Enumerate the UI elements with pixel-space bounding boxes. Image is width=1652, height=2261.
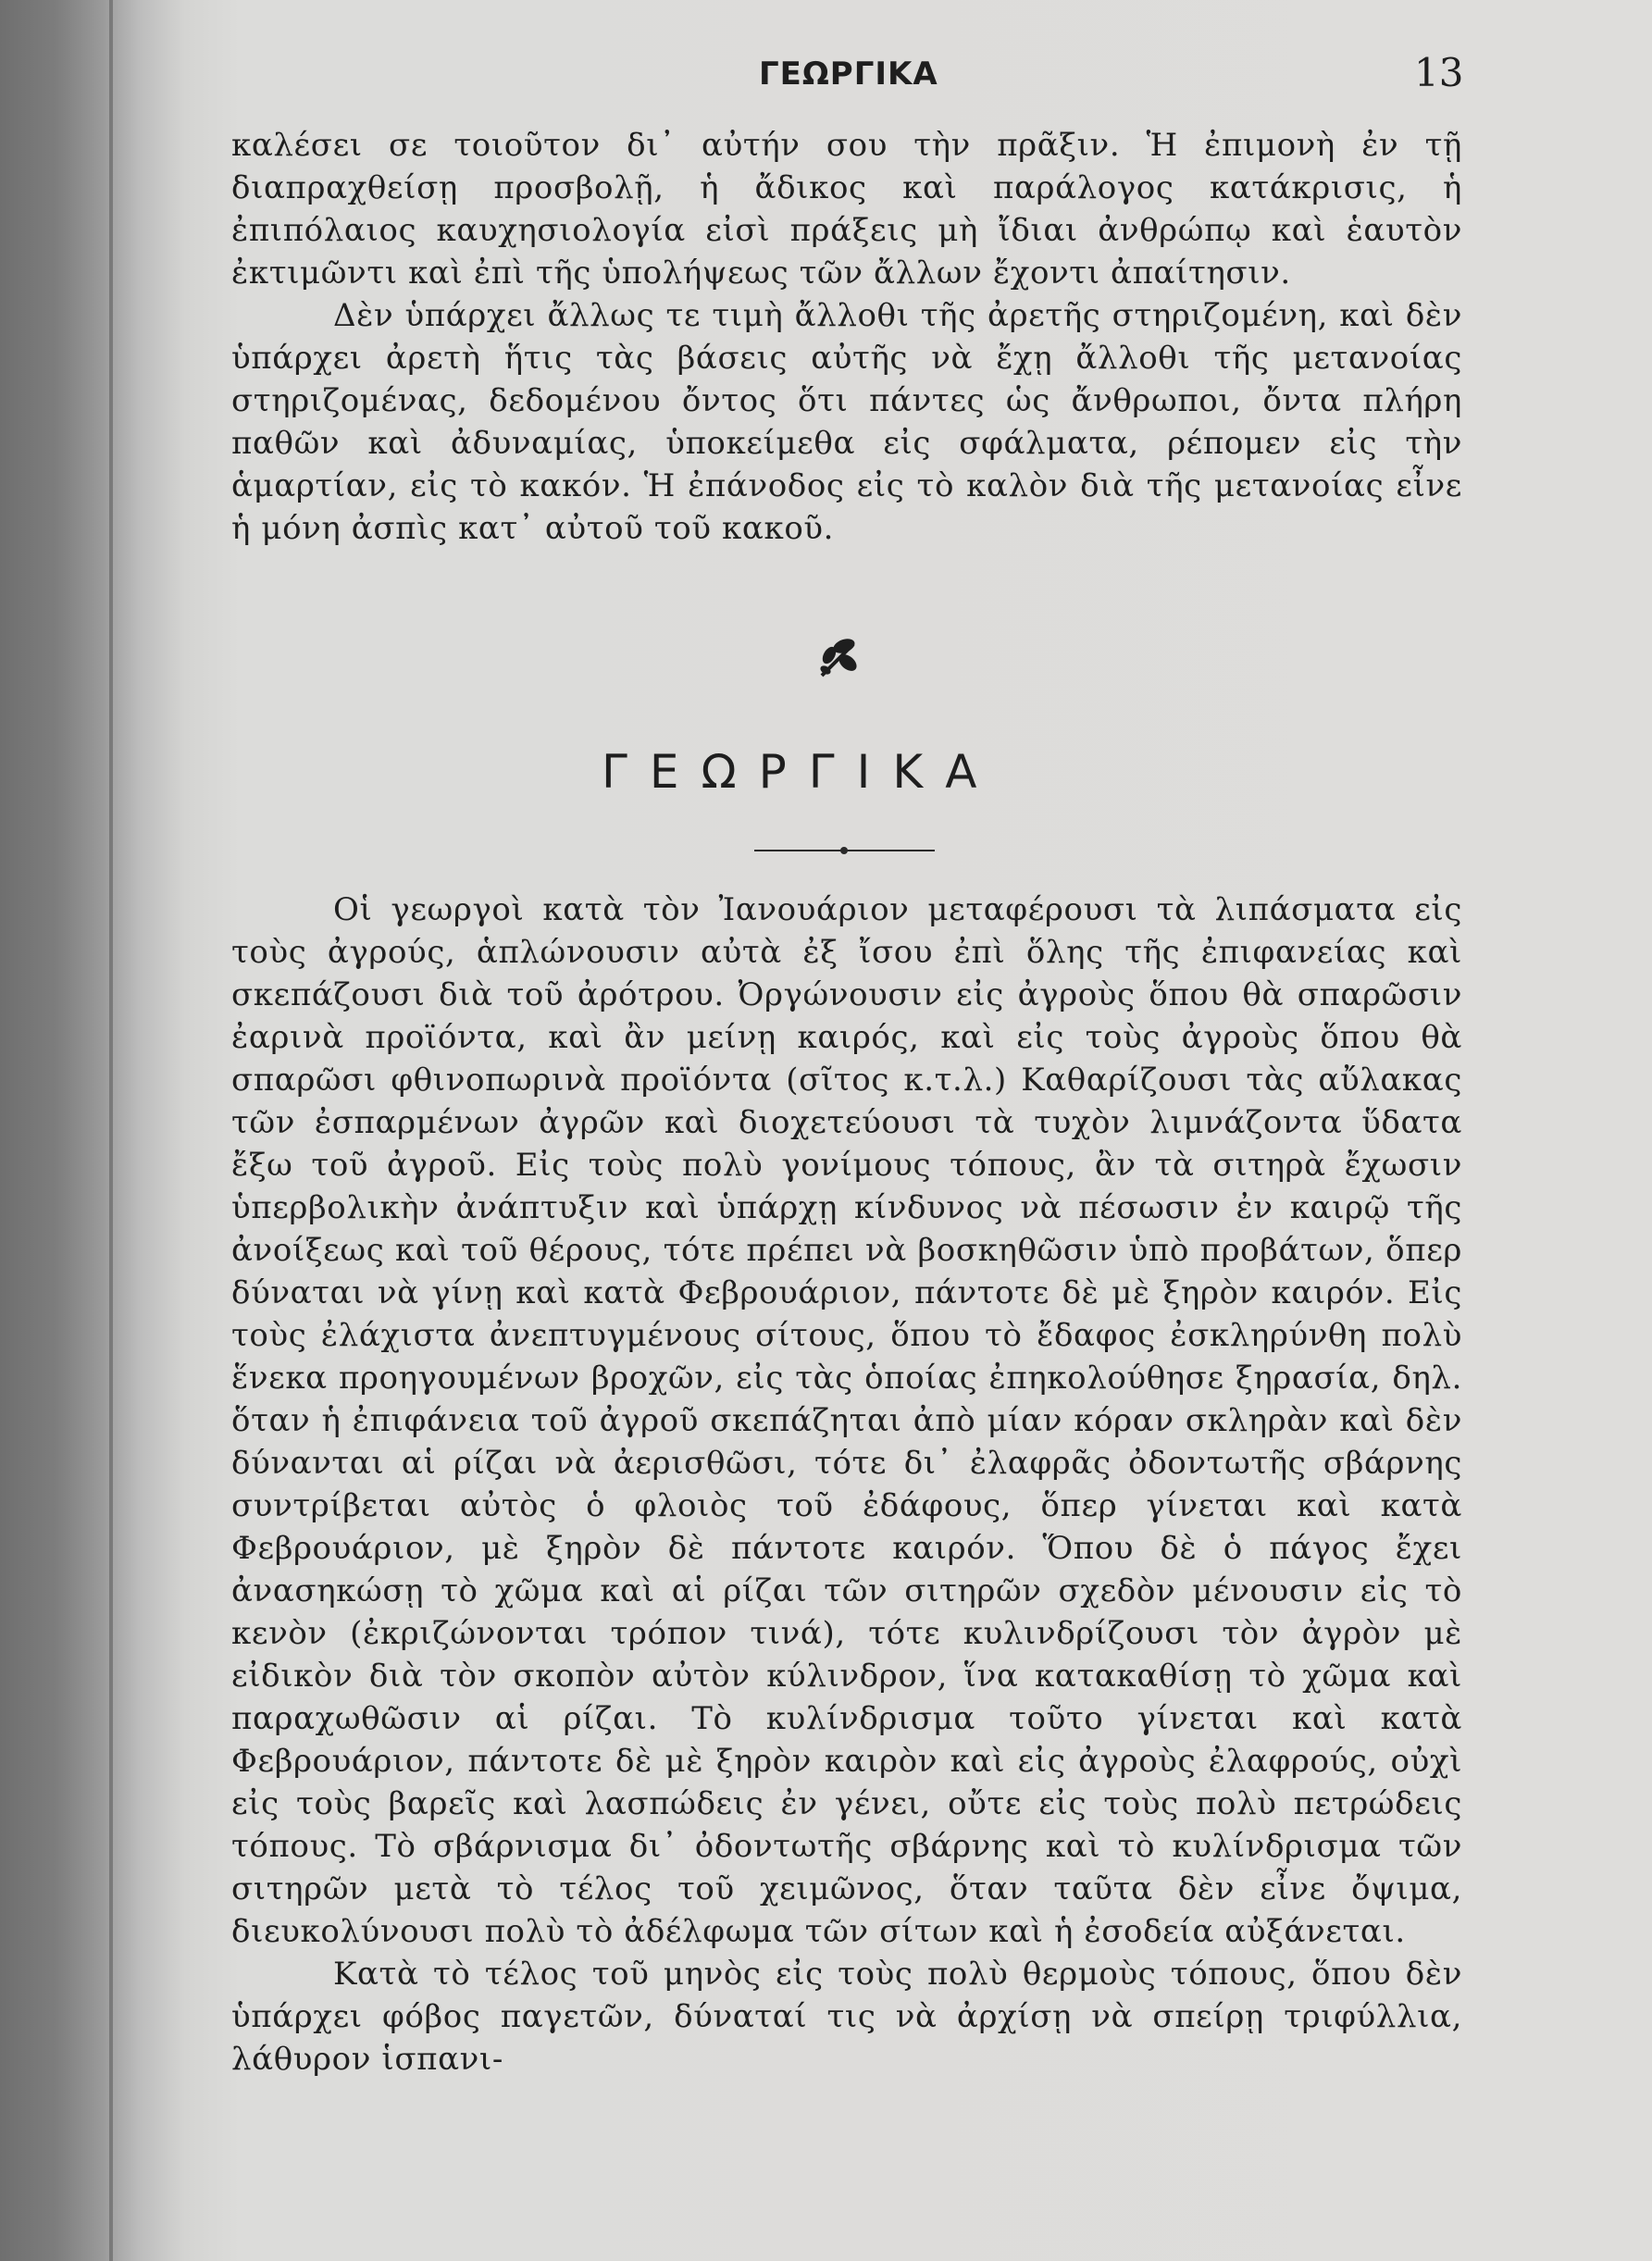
intro-text-block <box>231 124 1462 550</box>
section-paragraph-2: Κατὰ τὸ τέλος τοῦ μηνὸς εἰς τοὺς πολὺ θερμοὺς τόπους, ὅπου δὲν ὑπάρχει φόβος παγετῶν, δύναταί τις νὰ ἀρχίσῃ νὰ σπείρῃ τριφύλλια, λάθυρον ἱσπανι- <box>231 1956 1462 2078</box>
page-header <box>0 48 1652 104</box>
dot-rule-divider <box>754 845 935 856</box>
page-number: 13 <box>1414 50 1464 95</box>
intro-paragraph-2: Δὲν ὑπάρχει ἄλλως τε τιμὴ ἄλλοθι τῆς ἀρετῆς στηριζομένη, καὶ δὲν ὑπάρχει ἀρετὴ ἥτις τὰς βάσεις αὐτῆς νὰ ἔχῃ ἄλλοθι τῆς μετανοίας στηριζομένας, δεδομένου ὄντος ὅτι πάντες ὡς ἄνθρωποι, ὄντα πλήρη παθῶν καὶ ἀδυναμίας, ὑποκείμεθα εἰς σφάλματα, ρέπομεν εἰς τὴν ἁμαρτίαν, εἰς τὸ κακόν. Ἡ ἐπάνοδος εἰς τὸ καλὸν διὰ τῆς μετανοίας εἶνε ἡ μόνη ἀσπὶς κατ᾽ αὐτοῦ τοῦ κακοῦ. <box>231 297 1462 547</box>
section-text-block <box>231 888 1462 2081</box>
page-binding-shadow <box>109 0 113 2261</box>
running-head: ΓΕΩΡΓΙΚΑ <box>759 56 938 93</box>
leaf-ornament-icon <box>814 635 861 681</box>
section-title: ΓΕΩΡΓΙΚΑ <box>602 745 1000 799</box>
section-paragraph-1: Οἱ γεωργοὶ κατὰ τὸν Ἰανουάριον μεταφέρουσι τὰ λιπάσματα εἰς τοὺς ἀγρούς, ἁπλώνουσιν αὐτὰ ἐξ ἴσου ἐπὶ ὅλης τῆς ἐπιφανείας καὶ σκεπάζουσι διὰ τοῦ ἀρότρου. Ὀργώνουσιν εἰς ἀγροὺς ὅπου θὰ σπαρῶσιν ἐαρινὰ προϊόντα, καὶ ἂν μείνῃ καιρός, καὶ εἰς τοὺς ἀγροὺς ὅπου θὰ σπαρῶσι φθινοπωρινὰ προϊόντα (σῖτος κ.τ.λ.) Καθαρίζουσι τὰς αὔλακας τῶν ἐσπαρμένων ἀγρῶν καὶ διοχετεύουσι τὰ τυχὸν λιμνάζοντα ὕδατα ἔξω τοῦ ἀγροῦ. Εἰς τοὺς πολὺ γονίμους τόπους, ἂν τὰ σιτηρὰ ἔχωσιν ὑπερβολικὴν ἀνάπτυξιν καὶ ὑπάρχῃ κίνδυνος νὰ πέσωσιν ἐν καιρῷ τῆς ἀνοίξεως καὶ τοῦ θέρους, τότε πρέπει νὰ βοσκηθῶσιν ὑπὸ προβάτων, ὅπερ δύναται νὰ γίνῃ καὶ κατὰ Φεβρουάριον, πάντοτε δὲ μὲ ξηρὸν καιρόν. Εἰς τοὺς ἐλάχιστα ἀνεπτυγμένους σίτους, ὅπου τὸ ἔδαφος ἐσκληρύνθη πολὺ ἕνεκα προηγουμένων βροχῶν, εἰς τὰς ὁποίας ἐπηκολούθησε ξηρασία, δηλ. ὅταν ἡ ἐπιφάνεια τοῦ ἀγροῦ σκεπάζηται ἀπὸ μίαν κόραν σκληρὰν καὶ δὲν δύνανται αἱ ρίζαι νὰ ἀερισθῶσι, τότε δι᾽ ἐλαφρᾶς ὀδοντωτῆς σβάρνης συντρίβεται αὐτὸς ὁ φλοιὸς τοῦ ἐδάφους, ὅπερ γίνεται καὶ κατὰ Φεβρουάριον, μὲ ξηρὸν δὲ πάντοτε καιρόν. Ὅπου δὲ ὁ πάγος ἔχει ἀνασηκώσῃ τὸ χῶμα καὶ αἱ ρίζαι τῶν σιτηρῶν σχεδὸν μένουσιν εἰς τὸ κενὸν (ἐκριζώνονται τρόπον τινά), τότε κυλινδρίζουσι τὸν ἀγρὸν μὲ εἰδικὸν διὰ τὸν σκοπὸν αὐτὸν κύλινδρον, ἵνα κατακαθίσῃ τὸ χῶμα καὶ παραχωθῶσιν αἱ ρίζαι. Τὸ κυλίνδρισμα τοῦτο γίνεται καὶ κατὰ Φεβρουάριον, πάντοτε δὲ μὲ ξηρὸν καιρὸν καὶ εἰς ἀγροὺς ἐλαφρούς, οὐχὶ εἰς τοὺς βαρεῖς καὶ λασπώδεις ἐν γένει, οὔτε εἰς τοὺς πολὺ πετρώδεις τόπους. Τὸ σβάρνισμα δι᾽ ὀδοντωτῆς σβάρνης καὶ τὸ κυλίνδρισμα τῶν σιτηρῶν μετὰ τὸ τέλος τοῦ χειμῶνος, ὅταν ταῦτα δὲν εἶνε ὄψιμα, διευκολύνουσι πολὺ τὸ ἀδέλφωμα τῶν σίτων καὶ ἡ ἐσοδεία αὐξάνεται. <box>231 891 1462 1950</box>
intro-paragraph-1: καλέσει σε τοιοῦτον δι᾽ αὐτήν σου τὴν πρᾶξιν. Ἡ ἐπιμονὴ ἐν τῇ διαπραχθείσῃ προσβολῇ, ἡ ἄδικος καὶ παράλογος κατάκρισις, ἡ ἐπιπόλαιος καυχησιολογία εἰσὶ πράξεις μὴ ἴδιαι ἀνθρώπῳ καὶ ἑαυτὸν ἐκτιμῶντι καὶ ἐπὶ τῆς ὑπολήψεως τῶν ἄλλων ἔχοντι ἀπαίτησιν. <box>231 127 1462 292</box>
